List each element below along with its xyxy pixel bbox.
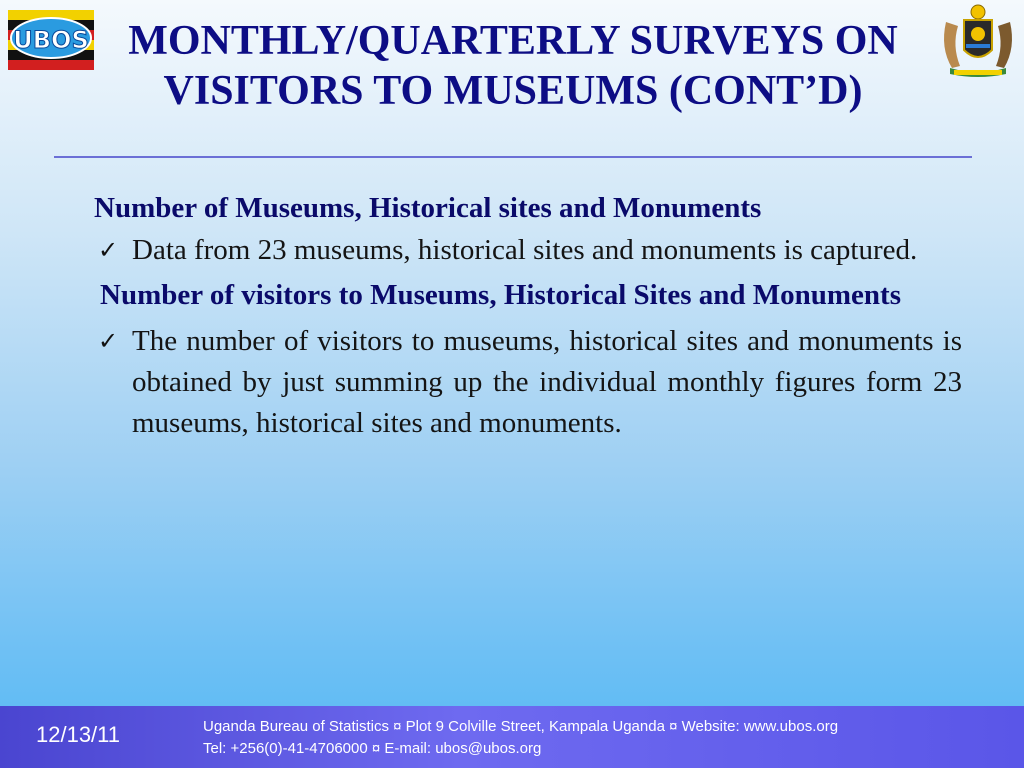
slide-body [94,188,962,444]
title-line-2: VISITORS TO MUSEUMS (CONT’D) [163,68,863,114]
checkmark-icon: ✓ [98,327,119,355]
bullet-text: The number of visitors to museums, historical sites and monuments is obtained by just summing up the individual monthly figures form 23 museums, historical sites and monuments. [132,325,962,439]
bullet-text: Data from 23 museums, historical sites and monuments is captured. [132,234,918,266]
bullet-data-captured [94,230,962,271]
page-title [90,16,936,116]
title-divider [54,156,972,158]
uganda-coat-of-arms-icon [936,2,1020,80]
heading-number-of-visitors: Number of visitors to Museums, Historical Sites and Monuments [100,279,901,311]
title-line-1: MONTHLY/QUARTERLY SURVEYS ON [128,18,898,64]
footer-contact: Tel: +256(0)-41-4706000 ¤ E-mail: ubos@ubos.org [203,740,542,757]
bullet-visitors-sum [94,321,962,444]
checkmark-icon: ✓ [98,236,119,264]
footer-date: 12/13/11 [36,722,121,747]
footer-bar [0,706,1024,768]
heading-number-of-museums: Number of Museums, Historical sites and Monuments [94,192,762,224]
svg-text:UBOS: UBOS [13,26,89,54]
footer-address: Uganda Bureau of Statistics ¤ Plot 9 Colville Street, Kampala Uganda ¤ Website: www.ubos.org [203,718,839,735]
ubos-logo [6,4,96,78]
